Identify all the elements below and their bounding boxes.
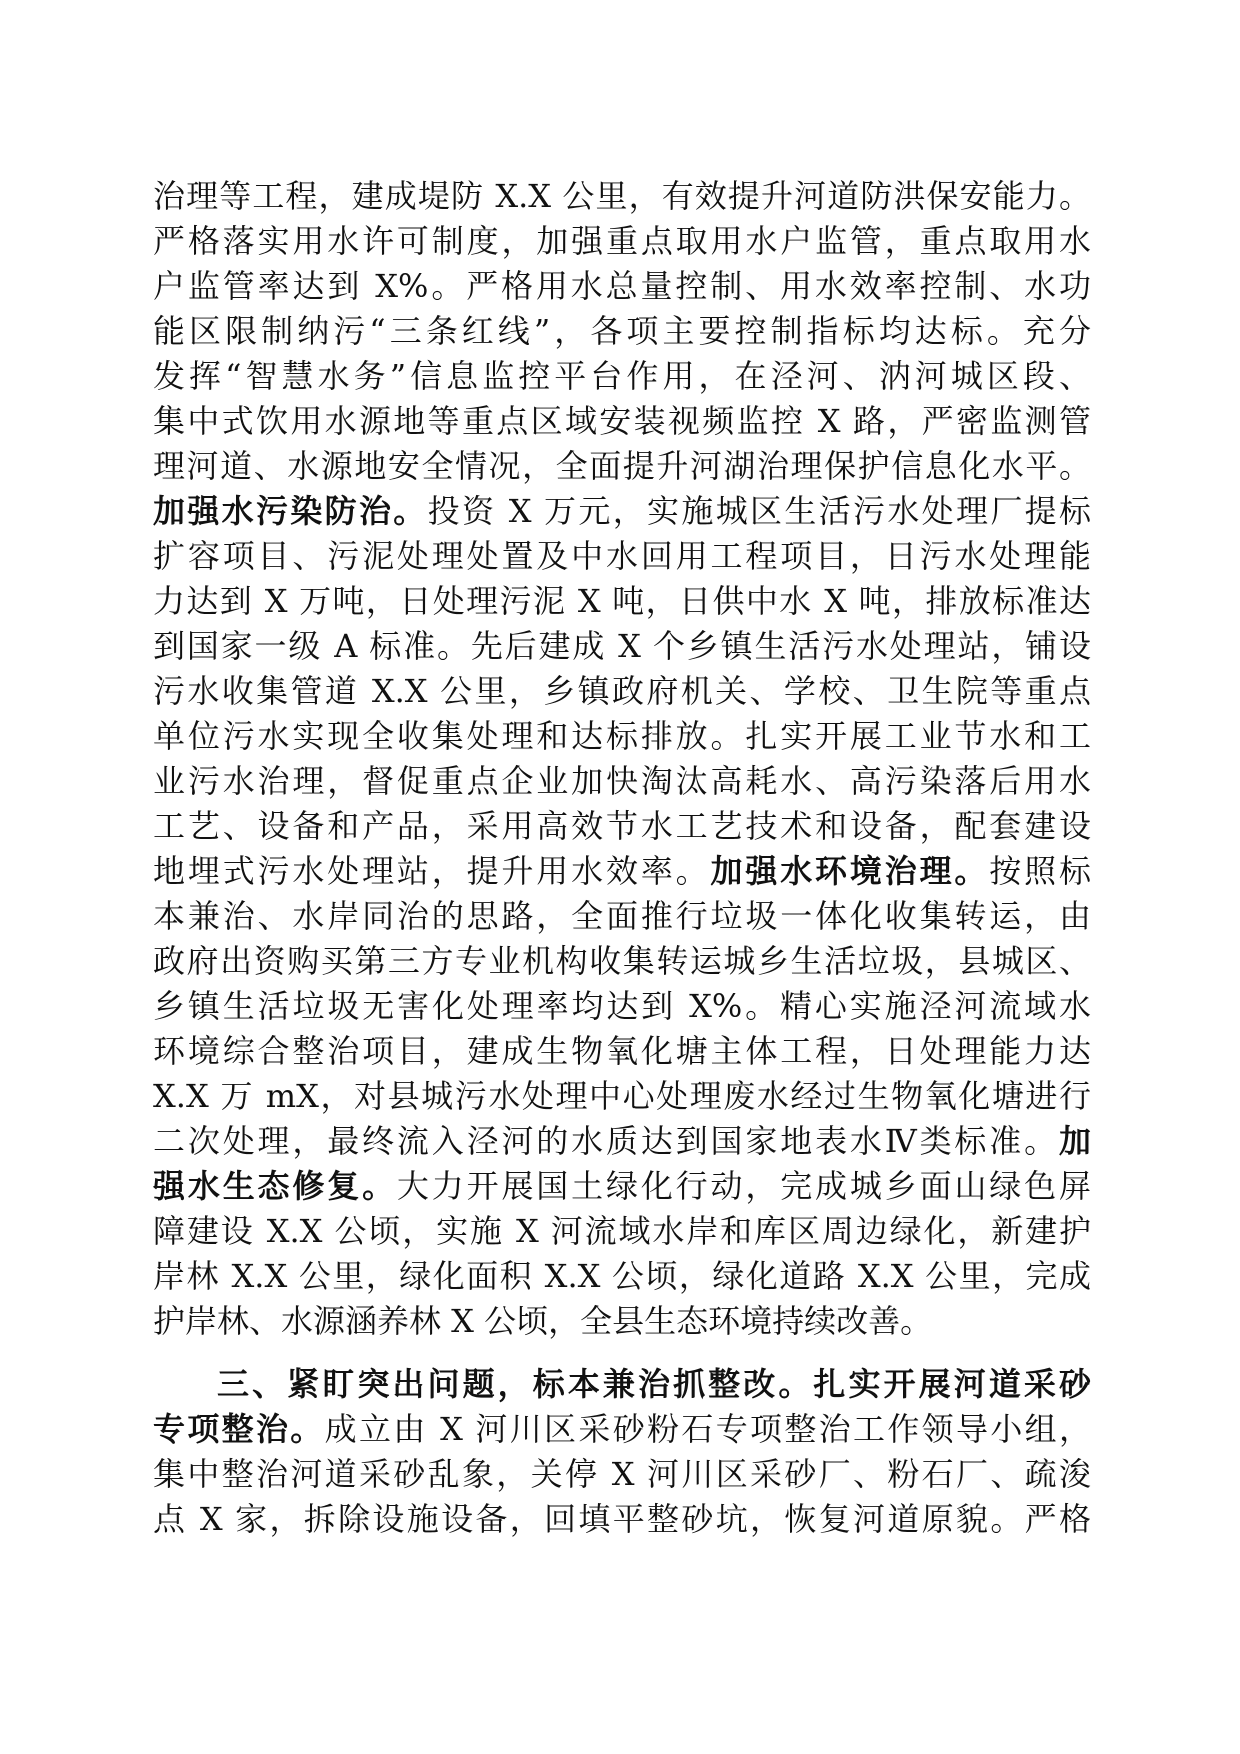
text-run: 力达到 X 万吨，日处理污泥 X 吨，日供中水 X 吨，排放标准达 [153,582,1091,620]
section-heading-run: 加强水环境治理。 [710,852,990,890]
text-line [153,444,1091,489]
text-line [153,1209,1091,1254]
text-line [153,1452,1091,1497]
section-heading-run: 加强水污染防治。 [153,492,428,530]
text-run: 点 X 家，拆除设施设备，回填平整砂坑，恢复河道原貌。严格 [153,1500,1091,1538]
text-run: 工艺、设备和产品，采用高效节水工艺技术和设备，配套建设 [153,807,1091,845]
text-line [153,264,1091,309]
text-run: 环境综合整治项目，建成生物氧化塘主体工程，日处理能力达 [153,1032,1091,1070]
text-line [153,939,1091,984]
text-line [153,759,1091,804]
text-run: 能区限制纳污“三条红线”，各项主要控制指标均达标。充分 [153,312,1091,350]
text-line [153,1299,1091,1344]
text-run: X.X 万 mX，对县城污水处理中心处理废水经过生物氧化塘进行 [153,1077,1091,1115]
text-line [153,894,1091,939]
text-run: 按照标 [989,852,1091,890]
text-line [153,534,1091,579]
text-run: 二次处理，最终流入泾河的水质达到国家地表水Ⅳ类标准。 [153,1122,1059,1160]
paragraph-water-governance [153,174,1091,1344]
text-run: 业污水治理，督促重点企业加快淘汰高耗水、高污染落后用水 [153,762,1091,800]
text-run: 地埋式污水处理站，提升用水效率。 [153,852,711,890]
text-run: 政府出资购买第三方专业机构收集转运城乡生活垃圾，县城区、 [153,942,1091,980]
text-line [153,1074,1091,1119]
text-line [153,309,1091,354]
text-run: 障建设 X.X 公顷，实施 X 河流域水岸和库区周边绿化，新建护 [153,1212,1091,1250]
text-run: 成立由 X 河川区采砂粉石专项整治工作领导小组， [324,1410,1091,1448]
text-run: 治理等工程，建成堤防 X.X 公里，有效提升河道防洪保安能力。 [153,177,1091,215]
text-line [153,579,1091,624]
text-run: 大力开展国土绿化行动，完成城乡面山绿色屏 [396,1167,1091,1205]
text-line [153,1164,1091,1209]
text-line [153,1362,1091,1407]
text-line [153,1254,1091,1299]
text-line [153,984,1091,1029]
text-run: 乡镇生活垃圾无害化处理率均达到 X%。精心实施泾河流域水 [153,987,1091,1025]
text-line [153,399,1091,444]
text-run: 集中整治河道采砂乱象，关停 X 河川区采砂厂、粉石厂、疏浚 [153,1455,1091,1493]
text-run: 本兼治、水岸同治的思路，全面推行垃圾一体化收集转运，由 [153,897,1091,935]
text-line [153,1407,1091,1452]
text-line [153,804,1091,849]
text-run: 严格落实用水许可制度，加强重点取用水户监管，重点取用水 [153,222,1091,260]
text-line [153,1119,1091,1164]
text-line [153,849,1091,894]
text-line [153,624,1091,669]
text-run: 集中式饮用水源地等重点区域安装视频监控 X 路，严密监测管 [153,402,1091,440]
paragraph-rectification [153,1362,1091,1542]
text-line [153,714,1091,759]
text-run: 投资 X 万元，实施城区生活污水处理厂提标 [427,492,1091,530]
text-run: 户监管率达到 X%。严格用水总量控制、用水效率控制、水功 [153,267,1091,305]
section-heading-run: 三、紧盯突出问题，标本兼治抓整改。扎实开展河道采砂 [217,1365,1091,1403]
text-line [153,174,1091,219]
text-line [153,1497,1091,1542]
text-line [153,669,1091,714]
text-line [153,219,1091,264]
section-heading-run: 强水生态修复。 [153,1167,397,1205]
text-run: 单位污水实现全收集处理和达标排放。扎实开展工业节水和工 [153,717,1091,755]
text-line [153,1029,1091,1074]
text-run: 护岸林、水源涵养林 X 公顷，全县生态环境持续改善。 [153,1302,933,1340]
text-run: 发挥“智慧水务”信息监控平台作用，在泾河、汭河城区段、 [153,357,1091,395]
text-line [153,489,1091,534]
section-heading-run: 专项整治。 [153,1410,325,1448]
section-heading-run: 加 [1058,1122,1091,1160]
text-run: 污水收集管道 X.X 公里，乡镇政府机关、学校、卫生院等重点 [153,672,1091,710]
text-run: 到国家一级 A 标准。先后建成 X 个乡镇生活污水处理站，铺设 [153,627,1091,665]
text-run: 理河道、水源地安全情况，全面提升河湖治理保护信息化水平。 [153,447,1091,485]
text-line [153,354,1091,399]
text-run: 扩容项目、污泥处理处置及中水回用工程项目，日污水处理能 [153,537,1091,575]
text-run: 岸林 X.X 公里，绿化面积 X.X 公顷，绿化道路 X.X 公里，完成 [153,1257,1091,1295]
body-text [153,174,1091,1542]
